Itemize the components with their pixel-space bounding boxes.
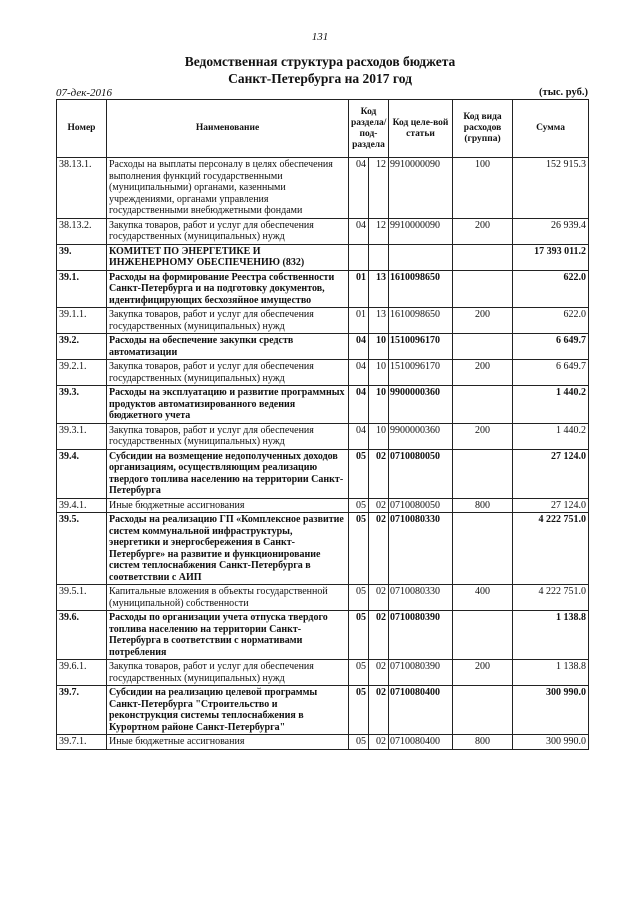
- table-row: [57, 386, 589, 424]
- row-target: [389, 244, 453, 270]
- row-sum: 26 939.4: [513, 218, 589, 244]
- row-number: 39.6.1.: [57, 660, 107, 686]
- row-target: 0710080330: [389, 513, 453, 585]
- row-target: 9900000360: [389, 423, 453, 449]
- row-sum: 27 124.0: [513, 498, 589, 513]
- row-subsection: 10: [369, 423, 389, 449]
- row-kind: 200: [453, 218, 513, 244]
- row-name: Расходы по организации учета отпуска твердого топлива населению на территории Санкт-Петербурга в соответствии с нормативами потребления: [107, 611, 349, 660]
- row-subsection: 02: [369, 660, 389, 686]
- row-name: Расходы на формирование Реестра собственности Санкт-Петербурга и на подготовку документов, идентифицирующих бесхозяйное имущество: [107, 270, 349, 308]
- row-subsection: 10: [369, 360, 389, 386]
- row-kind: [453, 513, 513, 585]
- row-target: 0710080390: [389, 611, 453, 660]
- row-subsection: 02: [369, 513, 389, 585]
- header-sum: Сумма: [513, 100, 589, 158]
- row-section: 04: [349, 423, 369, 449]
- row-number: 39.3.: [57, 386, 107, 424]
- row-target: 0710080390: [389, 660, 453, 686]
- table-body: [57, 158, 589, 750]
- row-kind: [453, 334, 513, 360]
- row-section: 04: [349, 218, 369, 244]
- row-sum: 622.0: [513, 308, 589, 334]
- row-sum: 17 393 011.2: [513, 244, 589, 270]
- document-date: 07-дек-2016: [56, 87, 113, 99]
- row-number: 39.2.1.: [57, 360, 107, 386]
- table-row: [57, 611, 589, 660]
- row-target: 9900000360: [389, 386, 453, 424]
- row-target: 1610098650: [389, 308, 453, 334]
- row-number: 39.2.: [57, 334, 107, 360]
- table-row: [57, 244, 589, 270]
- row-name: Капитальные вложения в объекты государственной (муниципальной) собственности: [107, 585, 349, 611]
- row-sum: 4 222 751.0: [513, 585, 589, 611]
- row-section: 01: [349, 270, 369, 308]
- row-kind: 200: [453, 423, 513, 449]
- row-section: 04: [349, 334, 369, 360]
- row-number: 39.6.: [57, 611, 107, 660]
- row-section: 05: [349, 449, 369, 498]
- row-number: 39.1.1.: [57, 308, 107, 334]
- row-kind: [453, 244, 513, 270]
- row-section: 01: [349, 308, 369, 334]
- row-target: 0710080400: [389, 735, 453, 750]
- row-section: 05: [349, 686, 369, 735]
- row-number: 39.1.: [57, 270, 107, 308]
- row-target: 0710080330: [389, 585, 453, 611]
- row-sum: 1 440.2: [513, 423, 589, 449]
- row-target: 0710080400: [389, 686, 453, 735]
- row-kind: [453, 611, 513, 660]
- row-section: 05: [349, 585, 369, 611]
- row-name: Закупка товаров, работ и услуг для обеспечения государственных (муниципальных) нужд: [107, 660, 349, 686]
- row-kind: 200: [453, 308, 513, 334]
- row-number: 39.: [57, 244, 107, 270]
- row-section: 05: [349, 735, 369, 750]
- row-subsection: 10: [369, 386, 389, 424]
- row-target: 9910000090: [389, 158, 453, 219]
- row-kind: [453, 386, 513, 424]
- row-target: 1510096170: [389, 334, 453, 360]
- row-sum: 1 138.8: [513, 660, 589, 686]
- row-number: 39.5.: [57, 513, 107, 585]
- row-sum: 1 138.8: [513, 611, 589, 660]
- row-number: 39.4.1.: [57, 498, 107, 513]
- row-name: Закупка товаров, работ и услуг для обеспечения государственных (муниципальных) нужд: [107, 308, 349, 334]
- table-row: [57, 735, 589, 750]
- row-sum: 4 222 751.0: [513, 513, 589, 585]
- row-target: 1610098650: [389, 270, 453, 308]
- row-subsection: 02: [369, 498, 389, 513]
- row-section: 05: [349, 611, 369, 660]
- row-number: 38.13.1.: [57, 158, 107, 219]
- row-kind: 200: [453, 360, 513, 386]
- row-name: Закупка товаров, работ и услуг для обеспечения государственных (муниципальных) нужд: [107, 360, 349, 386]
- page-title: [0, 53, 640, 87]
- row-kind: 800: [453, 498, 513, 513]
- units-label: (тыс. руб.): [539, 87, 588, 98]
- row-sum: 6 649.7: [513, 360, 589, 386]
- row-name: Закупка товаров, работ и услуг для обеспечения государственных (муниципальных) нужд: [107, 423, 349, 449]
- row-name: Расходы на реализацию ГП «Комплексное развитие систем коммунальной инфраструктуры, энергетики и энергосбережения в Санкт-Петербурге» на развитие и функционирование систем теплоснабжения Санкт-Петербурга в соответствии с АИП: [107, 513, 349, 585]
- row-target: 0710080050: [389, 449, 453, 498]
- row-target: 0710080050: [389, 498, 453, 513]
- row-sum: 6 649.7: [513, 334, 589, 360]
- row-name: Субсидии на возмещение недополученных доходов организациям, осуществляющим реализацию твердого топлива населению на территории Санкт-Петербурга: [107, 449, 349, 498]
- table-row: [57, 360, 589, 386]
- row-kind: [453, 449, 513, 498]
- header-target: Код целе-вой статьи: [389, 100, 453, 158]
- row-name: КОМИТЕТ ПО ЭНЕРГЕТИКЕ И ИНЖЕНЕРНОМУ ОБЕСПЕЧЕНИЮ (832): [107, 244, 349, 270]
- row-number: 39.4.: [57, 449, 107, 498]
- row-number: 39.7.: [57, 686, 107, 735]
- row-name: Иные бюджетные ассигнования: [107, 735, 349, 750]
- page-number: 131: [311, 31, 329, 43]
- row-section: 05: [349, 498, 369, 513]
- table-row: [57, 158, 589, 219]
- header-section: Код раздела/ под-раздела: [349, 100, 389, 158]
- row-subsection: 13: [369, 270, 389, 308]
- row-sum: 300 990.0: [513, 735, 589, 750]
- row-kind: [453, 686, 513, 735]
- row-section: 05: [349, 513, 369, 585]
- row-section: 04: [349, 158, 369, 219]
- header-name: Наименование: [107, 100, 349, 158]
- row-name: Закупка товаров, работ и услуг для обеспечения государственных (муниципальных) нужд: [107, 218, 349, 244]
- table-row: [57, 334, 589, 360]
- table-row: [57, 660, 589, 686]
- table-row: [57, 423, 589, 449]
- row-target: 1510096170: [389, 360, 453, 386]
- row-kind: 200: [453, 660, 513, 686]
- row-number: 38.13.2.: [57, 218, 107, 244]
- row-subsection: 02: [369, 735, 389, 750]
- row-target: 9910000090: [389, 218, 453, 244]
- row-sum: 300 990.0: [513, 686, 589, 735]
- row-name: Расходы на выплаты персоналу в целях обеспечения выполнения функций государственными (муниципальными) органами, казенными учреждениями, органами управления государственными внебюджетными фондами: [107, 158, 349, 219]
- table-row: [57, 513, 589, 585]
- table-row: [57, 449, 589, 498]
- row-sum: 27 124.0: [513, 449, 589, 498]
- row-section: 04: [349, 386, 369, 424]
- row-number: 39.7.1.: [57, 735, 107, 750]
- row-subsection: 02: [369, 686, 389, 735]
- row-kind: 800: [453, 735, 513, 750]
- table-row: [57, 498, 589, 513]
- row-kind: [453, 270, 513, 308]
- table-row: [57, 585, 589, 611]
- row-name: Расходы на обеспечение закупки средств автоматизации: [107, 334, 349, 360]
- row-sum: 1 440.2: [513, 386, 589, 424]
- title-line-2: Санкт-Петербурга на 2017 год: [228, 71, 412, 86]
- table-row: [57, 270, 589, 308]
- row-section: [349, 244, 369, 270]
- header-kind: Код вида расходов (группа): [453, 100, 513, 158]
- row-subsection: 02: [369, 449, 389, 498]
- row-kind: 400: [453, 585, 513, 611]
- budget-table: [56, 99, 589, 750]
- table-row: [57, 686, 589, 735]
- title-line-1: Ведомственная структура расходов бюджета: [184, 54, 456, 69]
- row-subsection: 10: [369, 334, 389, 360]
- table-row: [57, 308, 589, 334]
- row-name: Субсидии на реализацию целевой программы Санкт-Петербурга "Строительство и реконструкция системы теплоснабжения в Курортном районе Санкт-Петербурга": [107, 686, 349, 735]
- row-name: Иные бюджетные ассигнования: [107, 498, 349, 513]
- row-sum: 152 915.3: [513, 158, 589, 219]
- row-subsection: 02: [369, 585, 389, 611]
- row-kind: 100: [453, 158, 513, 219]
- row-name: Расходы на эксплуатацию и развитие программных продуктов автоматизированного ведения бюджетного учета: [107, 386, 349, 424]
- row-subsection: 12: [369, 218, 389, 244]
- row-sum: 622.0: [513, 270, 589, 308]
- row-subsection: [369, 244, 389, 270]
- row-number: 39.5.1.: [57, 585, 107, 611]
- row-section: 05: [349, 660, 369, 686]
- row-subsection: 12: [369, 158, 389, 219]
- header-number: Номер: [57, 100, 107, 158]
- row-subsection: 13: [369, 308, 389, 334]
- row-section: 04: [349, 360, 369, 386]
- row-subsection: 02: [369, 611, 389, 660]
- table-row: [57, 218, 589, 244]
- row-number: 39.3.1.: [57, 423, 107, 449]
